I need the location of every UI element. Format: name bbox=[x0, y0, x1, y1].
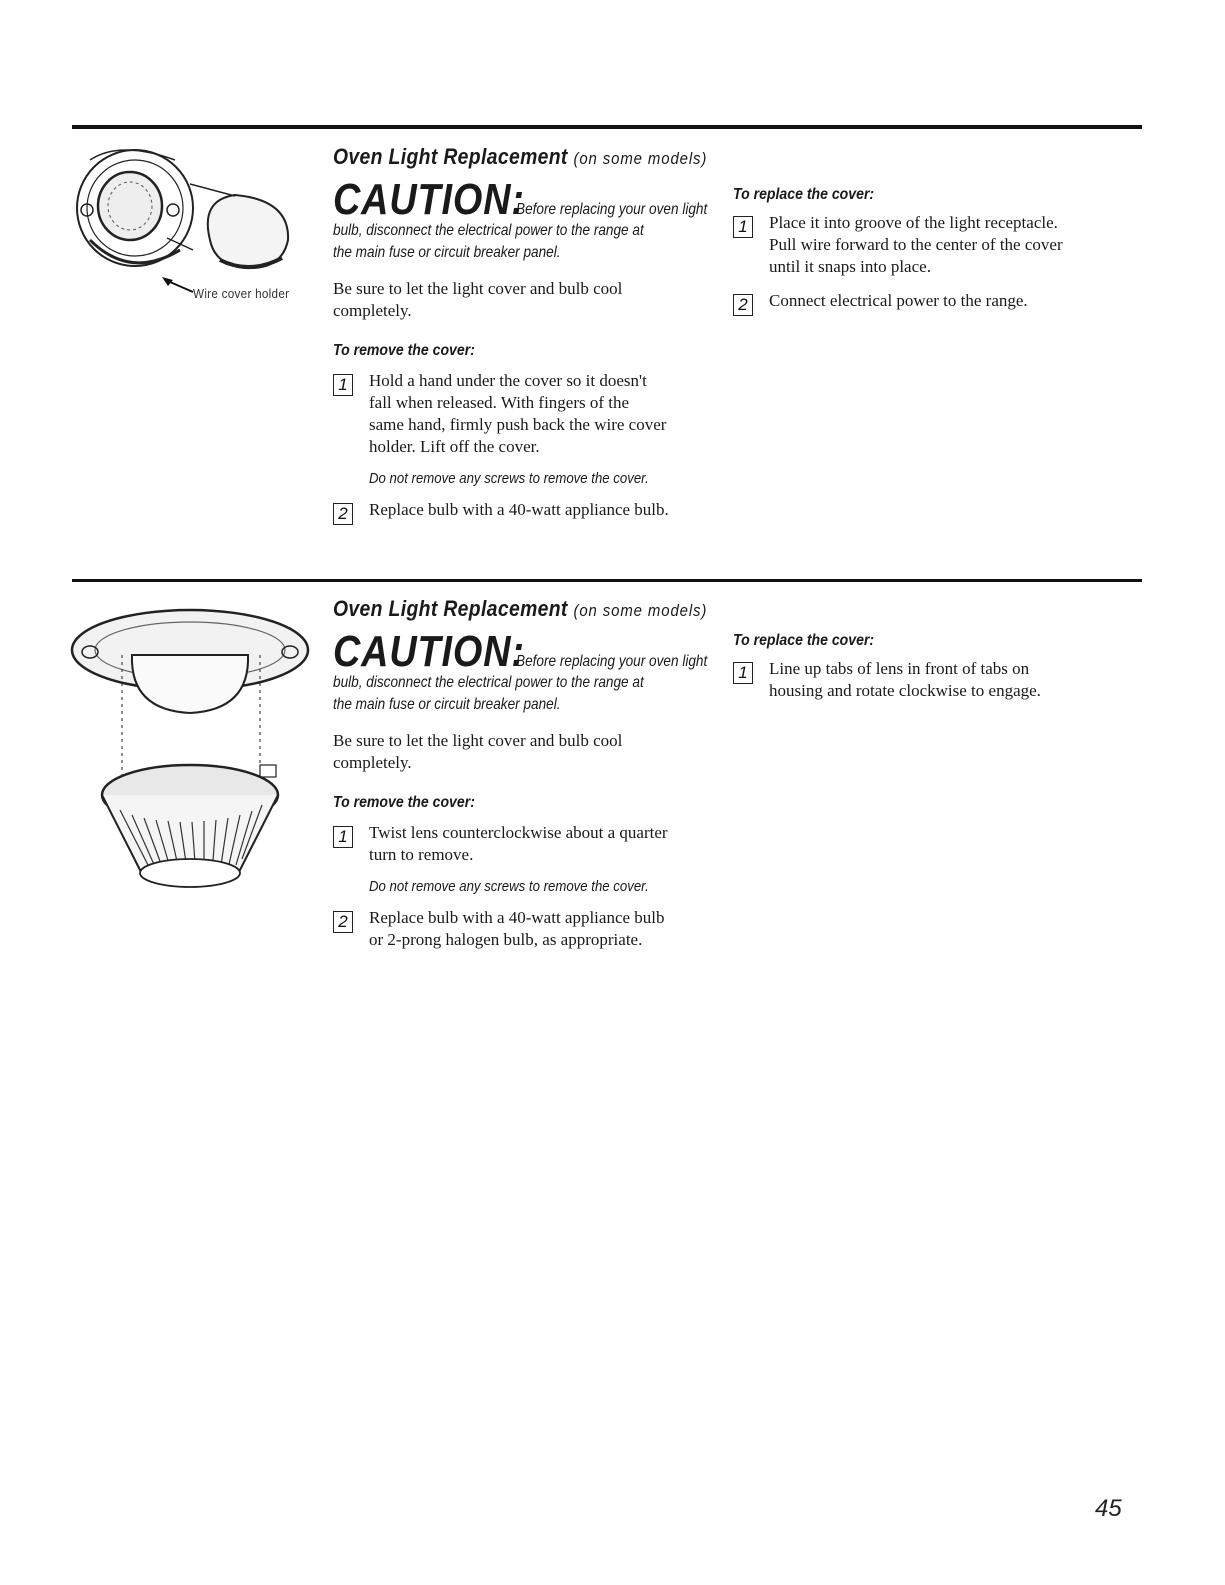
step-text bbox=[769, 658, 1143, 702]
section1-cool-line-2: completely. bbox=[333, 301, 412, 320]
section1-caution-text-1: Before replacing your oven light bbox=[516, 201, 708, 218]
section1-remove-step-1 bbox=[333, 370, 733, 458]
step-text bbox=[369, 822, 733, 866]
step-text bbox=[369, 907, 733, 951]
section1-cool-note bbox=[333, 278, 713, 322]
step-line: or 2-prong halogen bulb, as appropriate. bbox=[369, 930, 643, 949]
section2-main-column bbox=[333, 596, 733, 951]
step-line: Pull wire forward to the center of the cover bbox=[769, 235, 1063, 254]
section1-replace-step-2 bbox=[733, 290, 1143, 312]
step-number-box: 2 bbox=[733, 294, 753, 316]
section1-caution-text-2: bulb, disconnect the electrical power to the range at bbox=[333, 222, 644, 239]
section2-replace-heading: To replace the cover: bbox=[733, 632, 875, 649]
step-text bbox=[769, 290, 1143, 312]
top-divider bbox=[72, 125, 1142, 129]
step-line: Replace bulb with a 40-watt appliance bulb bbox=[369, 908, 665, 927]
step-line: housing and rotate clockwise to engage. bbox=[769, 681, 1041, 700]
section1-cool-line-1: Be sure to let the light cover and bulb cool bbox=[333, 279, 623, 298]
section2-remove-step-2 bbox=[333, 907, 733, 951]
section2-caution bbox=[333, 627, 733, 676]
wire-cover-illustration bbox=[70, 140, 310, 310]
section2-right-column bbox=[733, 632, 1143, 702]
section2-caution-text-3: the main fuse or circuit breaker panel. bbox=[333, 696, 561, 713]
oven-light-figure-wire-cover bbox=[70, 140, 310, 310]
step-line: Connect electrical power to the range. bbox=[769, 291, 1028, 310]
step-line: until it snaps into place. bbox=[769, 257, 931, 276]
section2-remove-note: Do not remove any screws to remove the cover. bbox=[369, 878, 649, 895]
step-number-box: 1 bbox=[333, 374, 353, 396]
step-number-box: 1 bbox=[333, 826, 353, 848]
section2-title-text: Oven Light Replacement bbox=[333, 596, 568, 621]
step-number-box: 1 bbox=[733, 662, 753, 684]
step-number-box: 2 bbox=[333, 503, 353, 525]
step-line: Line up tabs of lens in front of tabs on bbox=[769, 659, 1030, 678]
step-line: same hand, firmly push back the wire cover bbox=[369, 415, 667, 434]
section1-right-column bbox=[733, 186, 1143, 312]
step-line: Replace bulb with a 40-watt appliance bulb. bbox=[369, 500, 669, 519]
step-number-box: 1 bbox=[733, 216, 753, 238]
section1-replace-step-1 bbox=[733, 212, 1143, 278]
section2-caution-word: CAUTION: bbox=[333, 627, 525, 676]
section2-cool-line-2: completely. bbox=[333, 753, 412, 772]
lens-housing-illustration bbox=[70, 595, 310, 895]
section2-replace-step-1 bbox=[733, 658, 1143, 702]
section2-title-paren: (on some models) bbox=[573, 601, 708, 620]
step-text bbox=[369, 499, 733, 521]
section2-caution-text-1: Before replacing your oven light bbox=[516, 653, 708, 670]
step-text bbox=[769, 212, 1143, 278]
section2-cool-note bbox=[333, 730, 713, 774]
section-divider bbox=[72, 579, 1142, 582]
section1-title-paren: (on some models) bbox=[573, 149, 708, 168]
step-line: Hold a hand under the cover so it doesn't bbox=[369, 371, 647, 390]
page-number: 45 bbox=[1095, 1495, 1122, 1522]
step-line: holder. Lift off the cover. bbox=[369, 437, 540, 456]
section1-caution-text-3: the main fuse or circuit breaker panel. bbox=[333, 244, 561, 261]
section1-remove-step-2 bbox=[333, 499, 733, 521]
section1-remove-note: Do not remove any screws to remove the cover. bbox=[369, 470, 649, 487]
figure-label-wire-cover-holder: Wire cover holder bbox=[193, 286, 290, 301]
step-number-box: 2 bbox=[333, 911, 353, 933]
step-text bbox=[369, 370, 733, 458]
step-line: Place it into groove of the light receptacle. bbox=[769, 213, 1058, 232]
step-line: Twist lens counterclockwise about a quarter bbox=[369, 823, 668, 842]
section1-title bbox=[333, 144, 708, 170]
section1-main-column bbox=[333, 144, 733, 521]
section2-cool-line-1: Be sure to let the light cover and bulb cool bbox=[333, 731, 623, 750]
section2-remove-step-1 bbox=[333, 822, 733, 866]
section1-replace-heading: To replace the cover: bbox=[733, 186, 875, 203]
step-line: fall when released. With fingers of the bbox=[369, 393, 630, 412]
oven-light-figure-lens bbox=[70, 595, 310, 895]
section2-caution-text-2: bulb, disconnect the electrical power to the range at bbox=[333, 674, 644, 691]
section1-caution-word: CAUTION: bbox=[333, 175, 525, 224]
section1-caution bbox=[333, 175, 733, 224]
section1-title-text: Oven Light Replacement bbox=[333, 144, 568, 169]
section2-remove-heading: To remove the cover: bbox=[333, 794, 475, 811]
step-line: turn to remove. bbox=[369, 845, 474, 864]
section1-remove-heading: To remove the cover: bbox=[333, 342, 475, 359]
section2-title bbox=[333, 596, 708, 622]
